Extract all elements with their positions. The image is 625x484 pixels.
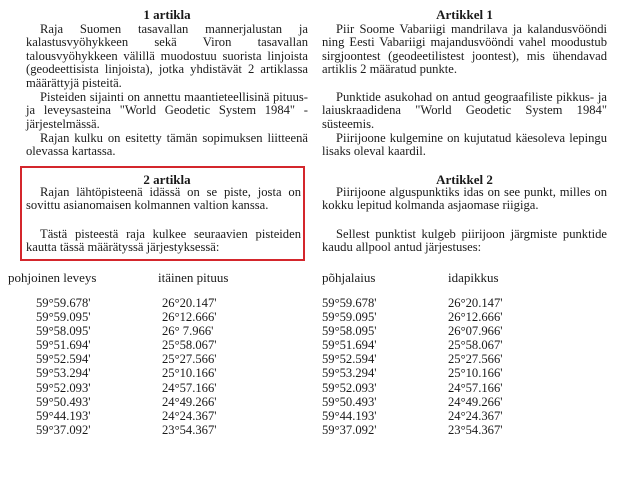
- latitude-value: 59°51.694': [322, 338, 377, 353]
- coordinate-row: [322, 409, 607, 423]
- longitude-value: 25°10.166': [448, 366, 503, 381]
- article-2-title-fi: 2 artikla: [143, 172, 191, 187]
- longitude-value: 24°49.266': [162, 394, 217, 409]
- coordinate-row: [26, 381, 308, 395]
- longitude-header-fi: itäinen pituus: [158, 270, 229, 285]
- coordinate-table-et: [322, 296, 607, 437]
- latitude-value: 59°44.193': [36, 408, 91, 423]
- longitude-value: 26° 7.966': [162, 324, 214, 339]
- latitude-value: 59°53.294': [322, 366, 377, 381]
- article-1-paragraph-3-et: Piirijoone kulgemine on kujutatud käesoleva lepingu lisaks oleval kaardil.: [322, 131, 607, 159]
- latitude-value: 59°50.493': [36, 394, 91, 409]
- coordinate-row: [26, 352, 308, 366]
- article-2-paragraph-1-et: Piirijoone alguspunktiks idas on see punkt, milles on kokku lepitud kolmanda asjaomase riigiga.: [322, 185, 607, 213]
- coordinate-row: [322, 352, 607, 366]
- coordinate-row: [26, 324, 308, 338]
- latitude-value: 59°52.594': [36, 352, 91, 367]
- longitude-value: 24°57.166': [448, 380, 503, 395]
- longitude-value: 26°20.147': [448, 296, 503, 310]
- article-1-title-et: Artikkel 1: [436, 7, 493, 22]
- coordinate-row: [322, 310, 607, 324]
- article-2-paragraph-1-fi: Rajan lähtöpisteenä idässä on se piste, josta on sovittu asianomaisen kolmannen valtion kanssa.: [26, 185, 301, 213]
- latitude-value: 59°37.092': [322, 422, 377, 437]
- longitude-value: 25°58.067': [162, 338, 217, 353]
- coordinate-table-fi: [26, 296, 308, 437]
- longitude-header-et: idapikkus: [448, 270, 499, 285]
- coordinate-row: [322, 366, 607, 380]
- coordinate-row: [26, 338, 308, 352]
- coordinate-row: [322, 395, 607, 409]
- article-1-paragraph-3-fi: Rajan kulku on esitetty tämän sopimuksen liitteenä olevassa kartassa.: [26, 131, 308, 159]
- latitude-value: 59°52.594': [322, 352, 377, 367]
- longitude-value: 26°12.666': [448, 310, 503, 325]
- coordinate-row: [322, 338, 607, 352]
- article-2-title-et: Artikkel 2: [436, 172, 493, 187]
- coordinate-row: [26, 409, 308, 423]
- longitude-value: 26°07.966': [448, 324, 503, 339]
- longitude-value: 24°24.367': [162, 408, 217, 423]
- latitude-value: 59°58.095': [322, 324, 377, 339]
- longitude-value: 25°27.566': [162, 352, 217, 367]
- coordinate-row: [322, 423, 607, 437]
- latitude-value: 59°52.093': [36, 380, 91, 395]
- latitude-value: 59°58.095': [36, 324, 91, 339]
- latitude-value: 59°59.678': [322, 296, 377, 310]
- latitude-value: 59°53.294': [36, 366, 91, 381]
- longitude-value: 25°10.166': [162, 366, 217, 381]
- article-1-paragraph-2-fi: Pisteiden sijainti on annettu maantieteellisinä pituus- ja leveysasteina "World Geodetic System 1984" -järjestelmässä.: [26, 90, 308, 131]
- coordinate-row: [322, 324, 607, 338]
- latitude-value: 59°52.093': [322, 380, 377, 395]
- article-2-paragraph-2-fi: Tästä pisteestä raja kulkee seuraavien pisteiden kautta tässä määrätyssä järjestyksessä:: [26, 227, 301, 255]
- coordinate-row: [26, 296, 308, 310]
- latitude-value: 59°44.193': [322, 408, 377, 423]
- coordinate-row: [26, 366, 308, 380]
- longitude-value: 25°27.566': [448, 352, 503, 367]
- latitude-value: 59°50.493': [322, 394, 377, 409]
- longitude-value: 24°57.166': [162, 380, 217, 395]
- coordinate-row: [26, 395, 308, 409]
- latitude-header-et: põhjalaius: [322, 270, 376, 285]
- longitude-value: 26°20.147': [162, 296, 217, 310]
- latitude-value: 59°59.095': [36, 310, 91, 325]
- coordinate-row: [26, 310, 308, 324]
- article-1-paragraph-1-fi: Raja Suomen tasavallan mannerjalustan ja kalastusvyöhykkeen sekä Viron tasavallan talousvyöhykkeen välillä muodostuu suorista linjoista (geodeettisista linjoista), jotka yhdistävät 2 artiklassa määrättyjä pisteitä.: [26, 22, 308, 90]
- longitude-value: 23°54.367': [448, 422, 503, 437]
- latitude-header-fi: pohjoinen leveys: [8, 270, 97, 285]
- article-1-paragraph-2-et: Punktide asukohad on antud geograafiliste pikkus- ja laiuskraadidena "World Geodetic System 1984" süsteemis.: [322, 90, 607, 131]
- coordinate-row: [322, 381, 607, 395]
- longitude-value: 23°54.367': [162, 422, 217, 437]
- latitude-value: 59°59.095': [322, 310, 377, 325]
- article-1-title-fi: 1 artikla: [143, 7, 191, 22]
- coordinate-row: [26, 423, 308, 437]
- longitude-value: 24°24.367': [448, 408, 503, 423]
- latitude-value: 59°37.092': [36, 422, 91, 437]
- latitude-value: 59°51.694': [36, 338, 91, 353]
- coordinate-row: [322, 296, 607, 310]
- article-2-paragraph-2-et: Sellest punktist kulgeb piirijoon järgmiste punktide kaudu allpool antud järjestuses:: [322, 227, 607, 255]
- latitude-value: 59°59.678': [36, 296, 91, 310]
- article-1-paragraph-1-et: Piir Soome Vabariigi mandrilava ja kalandusvööndi ning Eesti Vabariigi majandusvööndi vahel moodustub sirgjoontest (geodeetilistest joontest), mis ühendavad artiklis 2 määratud punkte.: [322, 22, 607, 77]
- longitude-value: 24°49.266': [448, 394, 503, 409]
- longitude-value: 25°58.067': [448, 338, 503, 353]
- longitude-value: 26°12.666': [162, 310, 217, 325]
